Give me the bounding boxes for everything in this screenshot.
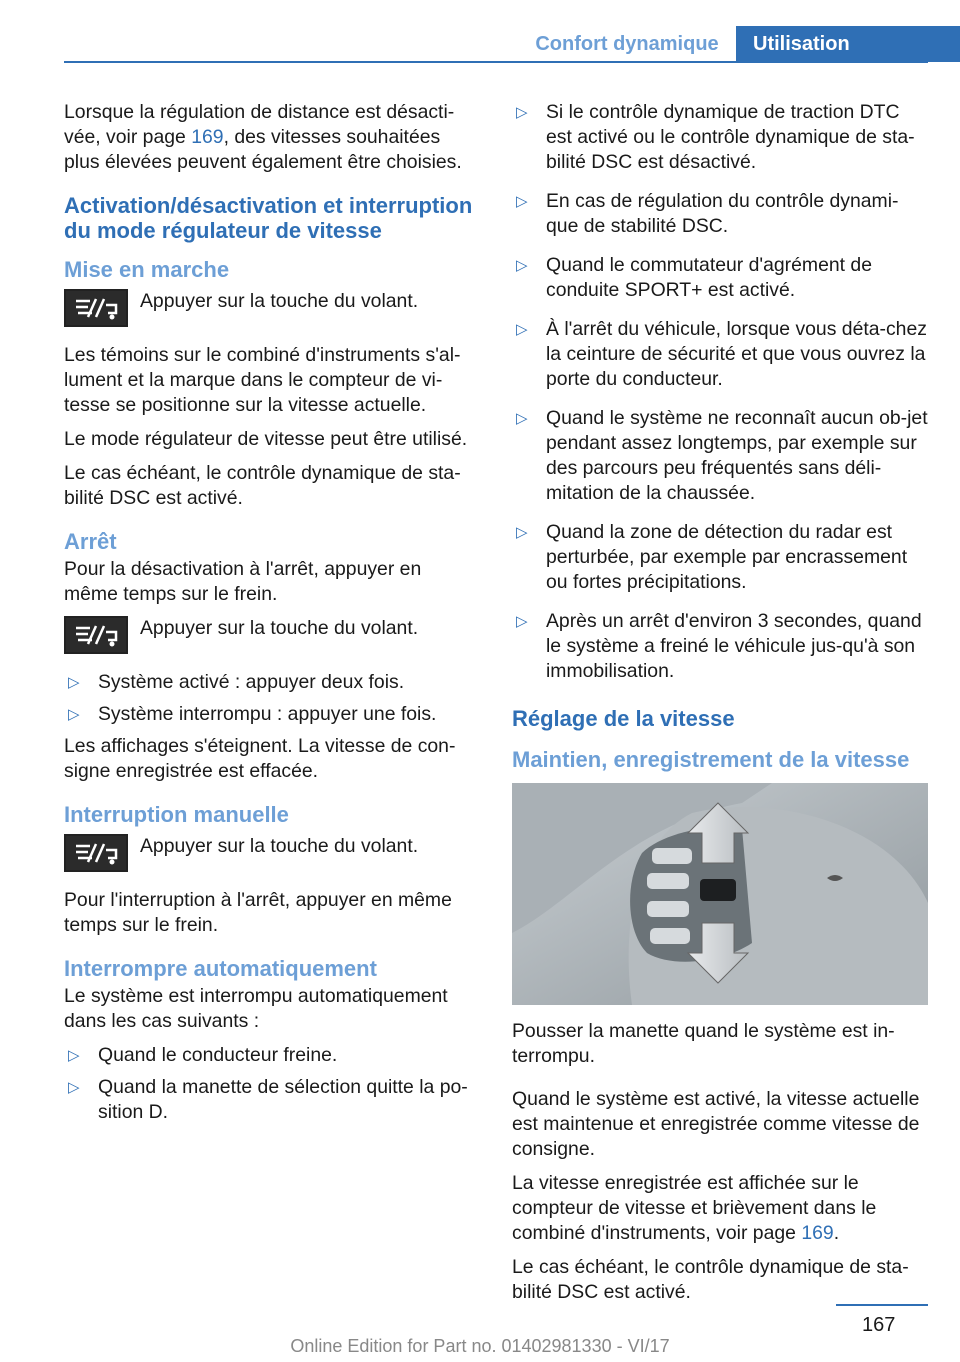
page-link[interactable]: 169 bbox=[801, 1222, 834, 1244]
heading-reglage: Réglage de la vitesse bbox=[512, 706, 735, 731]
paragraph-dsc: Le cas échéant, le contrôle dynamique de sta-bilité DSC est activé. bbox=[64, 462, 461, 509]
page-number: 167 bbox=[862, 1314, 896, 1336]
triangle-bullet-icon: ▷ bbox=[516, 524, 528, 541]
list-item: ▷ Quand le système ne reconnaît aucun ob-jet pendant assez longtemps, par exemple sur des parcours peu fréquentés sans déli-mitation de la chaussée. bbox=[516, 407, 928, 504]
right-column bbox=[512, 100, 928, 1314]
auto-list bbox=[64, 1043, 480, 1125]
triangle-bullet-icon: ▷ bbox=[516, 257, 528, 274]
list-item: ▷ Système activé : appuyer deux fois. bbox=[68, 671, 405, 693]
arret-list bbox=[64, 670, 480, 727]
triangle-bullet-icon: ▷ bbox=[516, 193, 528, 210]
heading-interruption: Interruption manuelle bbox=[64, 802, 289, 827]
paragraph-affichages: Les affichages s'éteignent. La vitesse de con-signe enregistrée est effacée. bbox=[64, 735, 456, 782]
instruction-text: Appuyer sur la touche du volant. bbox=[140, 617, 419, 639]
list-item: ▷ À l'arrêt du véhicule, lorsque vous déta-chez la ceinture de sécurité et que vous ouvrez la porte du conducteur. bbox=[516, 318, 927, 390]
heading-arret: Arrêt bbox=[64, 529, 117, 554]
triangle-bullet-icon: ▷ bbox=[68, 1047, 80, 1064]
edition-footer: Online Edition for Part no. 01402981330 - VI/17 bbox=[290, 1336, 670, 1356]
page-link[interactable]: 169 bbox=[191, 126, 224, 148]
paragraph-arret: Pour la désactivation à l'arrêt, appuyer en même temps sur le frein. bbox=[64, 558, 422, 605]
cruise-control-button-icon bbox=[64, 616, 128, 654]
triangle-bullet-icon: ▷ bbox=[68, 1079, 80, 1096]
intro-paragraph: Lorsque la régulation de distance est désacti-vée, voir page 169, des vitesses souhaitées plus élevées peuvent également être choisies. bbox=[64, 101, 462, 173]
paragraph-dsc-right: Le cas échéant, le contrôle dynamique de sta-bilité DSC est activé. bbox=[512, 1256, 909, 1303]
paragraph-auto: Le système est interrompu automatiquement dans les cas suivants : bbox=[64, 985, 448, 1032]
wheel-button-instruction bbox=[64, 616, 480, 660]
triangle-bullet-icon: ▷ bbox=[68, 674, 80, 691]
paragraph-active: Quand le système est activé, la vitesse actuelle est maintenue et enregistrée comme vitesse de consigne. bbox=[512, 1088, 920, 1160]
triangle-bullet-icon: ▷ bbox=[516, 104, 528, 121]
instruction-text: Appuyer sur la touche du volant. bbox=[140, 290, 419, 312]
paragraph-interruption: Pour l'interruption à l'arrêt, appuyer en même temps sur le frein. bbox=[64, 889, 452, 936]
triangle-bullet-icon: ▷ bbox=[516, 410, 528, 427]
instruction-text: Appuyer sur la touche du volant. bbox=[140, 835, 419, 857]
cruise-control-button-icon bbox=[64, 289, 128, 327]
triangle-bullet-icon: ▷ bbox=[68, 706, 80, 723]
paragraph-mode: Le mode régulateur de vitesse peut être utilisé. bbox=[64, 428, 468, 450]
list-item: ▷ Si le contrôle dynamique de traction DTC est activé ou le contrôle dynamique de sta-bilité DSC est désactivé. bbox=[516, 101, 915, 173]
cruise-control-button-icon bbox=[64, 834, 128, 872]
heading-activation: Activation/désactivation et interruption du mode régulateur de vitesse bbox=[64, 193, 473, 243]
header-chapter-tab[interactable]: Utilisation bbox=[736, 26, 960, 62]
paragraph-temoins: Les témoins sur le combiné d'instruments s'al-lument et la marque dans le compteur de vi-tesse se positionne sur la vitesse actuelle. bbox=[64, 344, 461, 416]
heading-mise-en-marche: Mise en marche bbox=[64, 257, 230, 282]
triangle-bullet-icon: ▷ bbox=[516, 613, 528, 630]
wheel-button-instruction bbox=[64, 834, 480, 878]
triangle-bullet-icon: ▷ bbox=[516, 321, 528, 338]
steering-wheel-lever-illustration bbox=[512, 783, 928, 1005]
heading-auto: Interrompre automatiquement bbox=[64, 956, 377, 981]
list-item: ▷ En cas de régulation du contrôle dynami-que de stabilité DSC. bbox=[516, 190, 899, 237]
footer-rule bbox=[836, 1304, 928, 1306]
list-item: ▷ Quand la manette de sélection quitte la po-sition D. bbox=[68, 1076, 468, 1123]
list-item: ▷ Quand le commutateur d'agrément de conduite SPORT+ est activé. bbox=[516, 254, 872, 301]
interruption-cases-list bbox=[512, 100, 928, 684]
left-column bbox=[64, 100, 480, 1132]
wheel-button-instruction bbox=[64, 289, 480, 333]
list-item: ▷ Quand la zone de détection du radar est perturbée, par exemple par encrassement ou fortes précipitations. bbox=[516, 521, 908, 593]
heading-maintien: Maintien, enregistrement de la vitesse bbox=[512, 747, 910, 772]
list-item: ▷ Après un arrêt d'environ 3 secondes, quand le système a freiné le véhicule jus-qu'à son immobilisation. bbox=[516, 610, 922, 682]
list-item: ▷ Quand le conducteur freine. bbox=[68, 1044, 338, 1066]
list-item: ▷ Système interrompu : appuyer une fois. bbox=[68, 703, 437, 725]
paragraph-pousser: Pousser la manette quand le système est in-terrompu. bbox=[512, 1020, 895, 1067]
header-rule bbox=[64, 61, 928, 63]
paragraph-affichee: La vitesse enregistrée est affichée sur le compteur de vitesse et brièvement dans le combiné d'instruments, voir page 169. bbox=[512, 1172, 877, 1244]
header-section-title: Confort dynamique bbox=[535, 32, 719, 55]
